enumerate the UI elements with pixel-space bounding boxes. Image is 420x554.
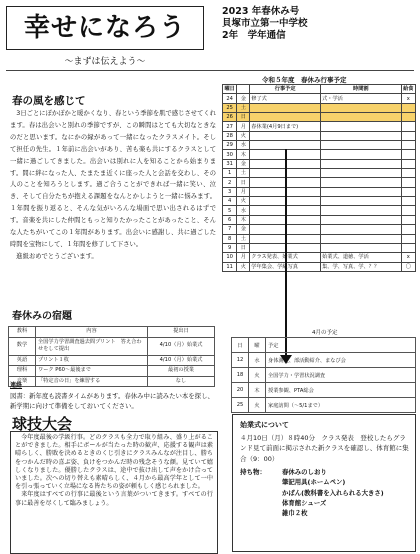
april-title: 4月の予定: [312, 330, 338, 336]
homework-table: [8, 326, 215, 387]
homework-row: [9, 366, 215, 377]
schedule-lunch: [401, 159, 415, 168]
april-header-day: 日: [232, 338, 249, 353]
schedule-weekday: 火: [237, 262, 250, 271]
april-weekday: 火: [249, 398, 266, 413]
schedule-timetable: [321, 178, 402, 187]
schedule-day: 7: [223, 225, 237, 234]
notice-heading: 連絡: [10, 382, 23, 389]
homework-subject: 音楽: [9, 376, 36, 387]
newsletter-title: 幸せになろう: [6, 6, 204, 50]
schedule-day: 31: [223, 159, 237, 168]
notice-text: 図書：新年度も読書タイムがあります。春休み中に読みたい本を探し、新学期に向けて準備をしておいてください。: [10, 392, 214, 410]
schedule-row: [223, 197, 416, 206]
schedule-day: 10: [223, 253, 237, 262]
schedule-weekday: 月: [237, 187, 250, 196]
schedule-day: 25: [223, 103, 237, 112]
schedule-row: [223, 113, 416, 122]
schedule-lunch: [401, 103, 415, 112]
homework-row: [9, 337, 215, 355]
homework-header-content: 内容: [36, 327, 148, 338]
schedule-row: [223, 141, 416, 150]
schedule-event: [250, 113, 321, 122]
schedule-lunch: [401, 141, 415, 150]
schedule-day: 27: [223, 122, 237, 131]
april-header-event: 予定: [266, 338, 416, 353]
schedule-weekday: 金: [237, 225, 250, 234]
issue-line-2: 貝塚市立第一中学校: [222, 18, 308, 29]
schedule-weekday: 土: [237, 103, 250, 112]
april-table: [231, 337, 416, 413]
april-row: [232, 383, 416, 398]
issue-line-3: 2年 学年通信: [222, 30, 286, 41]
essay-paragraph: 3日ごとにぽかぽかと暖かくなり、春という季節を肌で感じさせてくれます。春は出会いと別れの季節ですが、この瞬間はとても大切なときなのだと思います。なにかの縁があって一緒になったクラスメイト。そして担任の先生。１年前に出会いがあり、苦も楽も共にするクラスとして一緒に過ごしてきました。出会いは別れに人を知ることから始まります。間に絆になった人、たまたま近くに座った人と会話を交わし、その人のことを知ろうとします。過ご合うことができれば一緒に笑い、泣き、そして自分たちが抱える課題をなんとかしようと一緒に悩みます。１年間を振り返ると、そんな気がいろんな場面で思い出されるはずです。音楽を共にした仲間ともっと知りたかったことがあったこと、そんな人たちがいてこの１年間があります。出会いに感謝し、共に過ごした時間を宝物にして、１年間を修了して下さい。: [10, 110, 216, 248]
schedule-row: [223, 150, 416, 159]
newsletter-subtitle: ～まずは伝えよう～: [64, 57, 146, 67]
schedule-lunch: x: [401, 253, 415, 262]
schedule-title: 令和５年度 春休み行事予定: [262, 76, 347, 84]
april-weekday: 水: [249, 353, 266, 368]
schedule-day: 9: [223, 243, 237, 252]
schedule-timetable: [321, 243, 402, 252]
schedule-timetable: [321, 215, 402, 224]
essay-paragraph: 進級おめでとうございます。: [16, 252, 98, 260]
schedule-row: [223, 159, 416, 168]
april-weekday: 木: [249, 383, 266, 398]
schedule-weekday: 木: [237, 215, 250, 224]
schedule-lunch: [401, 206, 415, 215]
schedule-row: [223, 131, 416, 140]
schedule-day: 2: [223, 178, 237, 187]
schedule-day: 3: [223, 187, 237, 196]
schedule-row: [223, 225, 416, 234]
schedule-day: 29: [223, 141, 237, 150]
schedule-lunch: [401, 169, 415, 178]
schedule-day: 11: [223, 262, 237, 271]
essay-heading: 春の風を感じて: [12, 95, 86, 107]
homework-heading: 春休みの宿題: [12, 311, 72, 322]
schedule-day: 1: [223, 169, 237, 178]
schedule-table: [222, 84, 416, 272]
schedule-timetable: [321, 150, 402, 159]
schedule-day: 4: [223, 197, 237, 206]
belongings-item: かばん(教科書を入れられる大きさ): [282, 488, 384, 497]
belongings-item: 筆記用具(ホームペン): [282, 478, 346, 487]
schedule-event: 春休業(4月9日まで): [250, 122, 321, 131]
schedule-lunch: [401, 187, 415, 196]
homework-date: 最初の授業: [148, 366, 215, 377]
belongings-item: 雑巾２枚: [282, 509, 308, 518]
ceremony-heading: 始業式について: [240, 421, 289, 429]
schedule-lunch: [401, 122, 415, 131]
homework-row: [9, 376, 215, 387]
homework-subject: 数学: [9, 337, 36, 355]
homework-body: [9, 337, 215, 387]
schedule-event: [250, 131, 321, 140]
schedule-weekday: 金: [237, 159, 250, 168]
ballgame-paragraph: 来年度はすべての行事に最後という言葉がついてきます。すべての行事に最善を尽くして臨みましょう。: [15, 491, 213, 507]
schedule-day: 8: [223, 234, 237, 243]
schedule-timetable: [321, 169, 402, 178]
schedule-row: [223, 94, 416, 103]
homework-date: 4/10（月）始業式: [148, 355, 215, 366]
issue-line-1: 2023 年春休み号: [222, 6, 300, 17]
schedule-weekday: 土: [237, 169, 250, 178]
schedule-event: 修了式: [250, 94, 321, 103]
schedule-timetable: [321, 122, 402, 131]
schedule-lunch: [401, 178, 415, 187]
schedule-lunch: [401, 197, 415, 206]
april-row: [232, 398, 416, 413]
schedule-lunch: [401, 243, 415, 252]
schedule-lunch: x: [401, 94, 415, 103]
schedule-weekday: 火: [237, 197, 250, 206]
schedule-timetable: [321, 206, 402, 215]
schedule-row: [223, 243, 416, 252]
homework-row: [9, 355, 215, 366]
april-event: 全国学力・学習状況調査: [266, 368, 416, 383]
schedule-header-day: 曜日: [224, 86, 235, 93]
schedule-day: 30: [223, 150, 237, 159]
schedule-row: [223, 122, 416, 131]
schedule-weekday: 金: [237, 94, 250, 103]
schedule-weekday: 水: [237, 206, 250, 215]
april-event: 家庭訪問（〜5/1まで）: [266, 398, 416, 413]
schedule-timetable: [321, 103, 402, 112]
schedule-weekday: 日: [237, 113, 250, 122]
schedule-timetable: [321, 141, 402, 150]
schedule-timetable: [321, 113, 402, 122]
schedule-weekday: 木: [237, 150, 250, 159]
april-day: 20: [232, 383, 249, 398]
schedule-row: [223, 178, 416, 187]
schedule-header-timetable: 時間割: [321, 85, 402, 94]
schedule-lunch: [401, 131, 415, 140]
belongings-heading: 持ち物：: [240, 468, 266, 476]
april-event: 授業参観、PTA総会: [266, 383, 416, 398]
homework-subject: 英語: [9, 355, 36, 366]
schedule-lunch: 〇: [401, 262, 415, 271]
schedule-timetable: 始業式、道徳、学活: [321, 253, 402, 262]
schedule-lunch: [401, 150, 415, 159]
ballgame-body: [11, 432, 217, 510]
schedule-lunch: [401, 215, 415, 224]
schedule-row: [223, 206, 416, 215]
essay-body: [10, 108, 216, 263]
schedule-weekday: 火: [237, 131, 250, 140]
homework-date: なし: [148, 376, 215, 387]
schedule-timetable: [321, 187, 402, 196]
schedule-lunch: [401, 234, 415, 243]
schedule-timetable: [321, 225, 402, 234]
schedule-weekday: 月: [237, 253, 250, 262]
schedule-timetable: [321, 234, 402, 243]
schedule-lunch: [401, 225, 415, 234]
april-header-row: [232, 338, 416, 353]
schedule-row: [223, 169, 416, 178]
belongings-item: 春休みのしおり: [282, 468, 327, 476]
schedule-header-event: 行事予定: [250, 85, 321, 94]
homework-content: ワーク P60〜最後まで: [36, 366, 148, 377]
schedule-row: [223, 187, 416, 196]
homework-header-subject: 教科: [9, 327, 36, 338]
schedule-row: [223, 234, 416, 243]
april-header-weekday: 曜: [249, 338, 266, 353]
april-day: 18: [232, 368, 249, 383]
schedule-header-lunch: 給食: [401, 85, 415, 94]
homework-subject: 理科: [9, 366, 36, 377]
schedule-weekday: 土: [237, 234, 250, 243]
schedule-timetable: [321, 197, 402, 206]
schedule-row: [223, 103, 416, 112]
schedule-event: 学年集会、学級写真: [250, 262, 321, 271]
schedule-weekday: 日: [237, 243, 250, 252]
schedule-header-row: [223, 85, 416, 94]
schedule-body: [223, 94, 416, 272]
schedule-row: [223, 215, 416, 224]
ballgame-heading: 球技大会: [12, 415, 73, 433]
ballgame-paragraph: 今年度最後の学級行事。どのクラスも全力で取り組み、盛り上がることができました。相手にボールが当たった時の歓声、応援する観声は素晴らしく、勝敗を決めるときのくじ引きにクラスみんなが注目し、勝ちをつかんだ時の喜ぶ姿、負けをつかんだ時の残念そうな顔。見ていて嬉しくなりました。優勝したクラスは、途中で抜け出して声をかけ合っていました。次への切り替えも素晴らしく、４月から最高学年として一中を引っ張っていく立場になる皆たちの姿が頼もしく感じられました。: [15, 434, 213, 491]
homework-header-date: 提出日: [148, 327, 215, 338]
schedule-row: [223, 262, 416, 271]
schedule-day: 24: [223, 94, 237, 103]
homework-date: 4/10（月）始業式: [148, 337, 215, 355]
schedule-weekday: 水: [237, 141, 250, 150]
april-weekday: 火: [249, 368, 266, 383]
schedule-day: 28: [223, 131, 237, 140]
schedule-weekday: 日: [237, 178, 250, 187]
april-day: 12: [232, 353, 249, 368]
schedule-timetable: [321, 131, 402, 140]
april-event: 身体測定、部活動紹介、まなび会: [266, 353, 416, 368]
homework-header-row: [9, 327, 215, 338]
issue-info: [222, 6, 308, 42]
schedule-day: 5: [223, 206, 237, 215]
schedule-timetable: 式・学活: [321, 94, 402, 103]
header-divider: [6, 70, 414, 71]
homework-content: 「特定音の日」を練習する: [36, 376, 148, 387]
april-body: [232, 353, 416, 413]
ballgame-box: [10, 431, 218, 554]
vacation-arrow: [285, 149, 287, 359]
schedule-event: クラス発表、始業式: [250, 253, 321, 262]
schedule-event: [250, 103, 321, 112]
april-day: 25: [232, 398, 249, 413]
belongings-list: [282, 467, 384, 518]
schedule-lunch: [401, 113, 415, 122]
schedule-timetable: 集、学、写真、学、？？: [321, 262, 402, 271]
april-row: [232, 368, 416, 383]
april-row: [232, 353, 416, 368]
schedule-row: [223, 253, 416, 262]
schedule-day: 26: [223, 113, 237, 122]
schedule-timetable: [321, 159, 402, 168]
homework-content: プリント１枚: [36, 355, 148, 366]
schedule-day: 6: [223, 215, 237, 224]
belongings-item: 体育館シューズ: [282, 498, 327, 507]
schedule-weekday: 月: [237, 122, 250, 131]
ceremony-body: ４月10日（月）８時40分 クラス発表 登校したらグランド見て前面に掲示された新クラスを確認し、体育館に集合（9：00）: [240, 434, 409, 463]
schedule-header-weekday: [237, 85, 250, 94]
homework-content: 全国学力学習調査過去問プリント 答え合わせをして提出: [36, 337, 148, 355]
